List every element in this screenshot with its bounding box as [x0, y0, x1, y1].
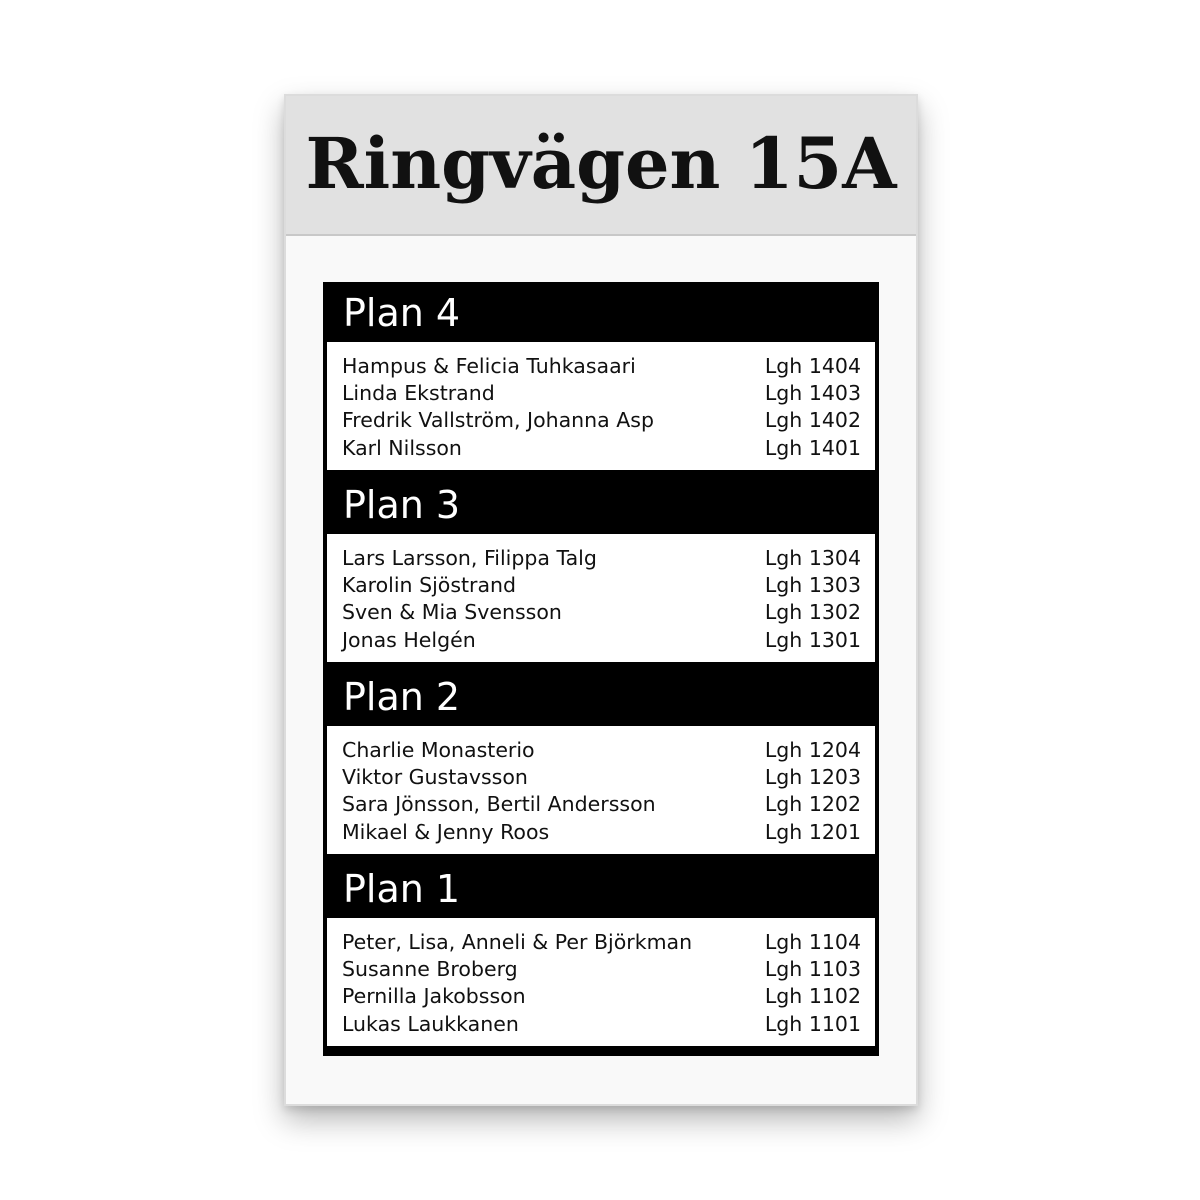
apartment-number: Lgh 1401 — [764, 435, 861, 460]
resident-row — [342, 955, 861, 982]
floor-header — [323, 282, 879, 342]
resident-name: Sven & Mia Svensson — [342, 600, 562, 625]
resident-row — [342, 379, 861, 406]
apartment-number: Lgh 1403 — [764, 380, 861, 405]
resident-name: Karolin Sjöstrand — [342, 572, 517, 597]
resident-row — [342, 928, 861, 955]
resident-row — [342, 626, 861, 653]
resident-name: Pernilla Jakobsson — [342, 984, 526, 1009]
sign-header — [286, 96, 916, 236]
floor-label: Plan 3 — [343, 483, 461, 527]
apartment-number: Lgh 1304 — [764, 545, 861, 570]
resident-name: Viktor Gustavsson — [342, 764, 528, 789]
apartment-number: Lgh 1404 — [764, 353, 861, 378]
resident-row — [342, 1010, 861, 1037]
resident-name: Fredrik Vallström, Johanna Asp — [342, 408, 654, 433]
floor-header — [323, 666, 879, 726]
resident-row — [342, 407, 861, 434]
floor-header — [323, 474, 879, 534]
resident-name: Sara Jönsson, Bertil Andersson — [342, 792, 656, 817]
resident-row — [342, 599, 861, 626]
resident-name: Lukas Laukkanen — [342, 1011, 519, 1036]
apartment-number: Lgh 1102 — [764, 984, 861, 1009]
resident-row — [342, 791, 861, 818]
resident-name: Jonas Helgén — [342, 627, 476, 652]
resident-row — [342, 571, 861, 598]
resident-name: Lars Larsson, Filippa Talg — [342, 545, 597, 570]
apartment-number: Lgh 1303 — [764, 572, 861, 597]
resident-list — [327, 534, 875, 662]
resident-name: Karl Nilsson — [342, 435, 462, 460]
apartment-number: Lgh 1203 — [764, 764, 861, 789]
apartment-number: Lgh 1104 — [764, 929, 861, 954]
apartment-number: Lgh 1302 — [764, 600, 861, 625]
resident-row — [342, 434, 861, 461]
apartment-number: Lgh 1101 — [764, 1011, 861, 1036]
apartment-number: Lgh 1301 — [764, 627, 861, 652]
resident-list — [327, 726, 875, 854]
floor-label: Plan 1 — [343, 867, 461, 911]
resident-name: Peter, Lisa, Anneli & Per Björkman — [342, 929, 693, 954]
apartment-number: Lgh 1201 — [764, 819, 861, 844]
resident-name: Mikael & Jenny Roos — [342, 819, 550, 844]
resident-name: Linda Ekstrand — [342, 380, 495, 405]
apartment-number: Lgh 1204 — [764, 737, 861, 762]
resident-directory — [323, 282, 879, 1056]
resident-row — [342, 818, 861, 845]
floor-label: Plan 4 — [343, 291, 461, 335]
resident-row — [342, 763, 861, 790]
floor-header — [323, 858, 879, 918]
apartment-number: Lgh 1103 — [764, 956, 861, 981]
resident-name: Susanne Broberg — [342, 956, 518, 981]
resident-name: Hampus & Felicia Tuhkasaari — [342, 353, 636, 378]
resident-row — [342, 544, 861, 571]
resident-list — [327, 918, 875, 1046]
resident-name: Charlie Monasterio — [342, 737, 535, 762]
resident-list — [327, 342, 875, 470]
resident-row — [342, 983, 861, 1010]
apartment-number: Lgh 1402 — [764, 408, 861, 433]
floor-label: Plan 2 — [343, 675, 461, 719]
directory-sign — [284, 94, 918, 1106]
resident-row — [342, 352, 861, 379]
resident-row — [342, 736, 861, 763]
building-address-title: Ringvägen 15A — [305, 121, 897, 205]
apartment-number: Lgh 1202 — [764, 792, 861, 817]
